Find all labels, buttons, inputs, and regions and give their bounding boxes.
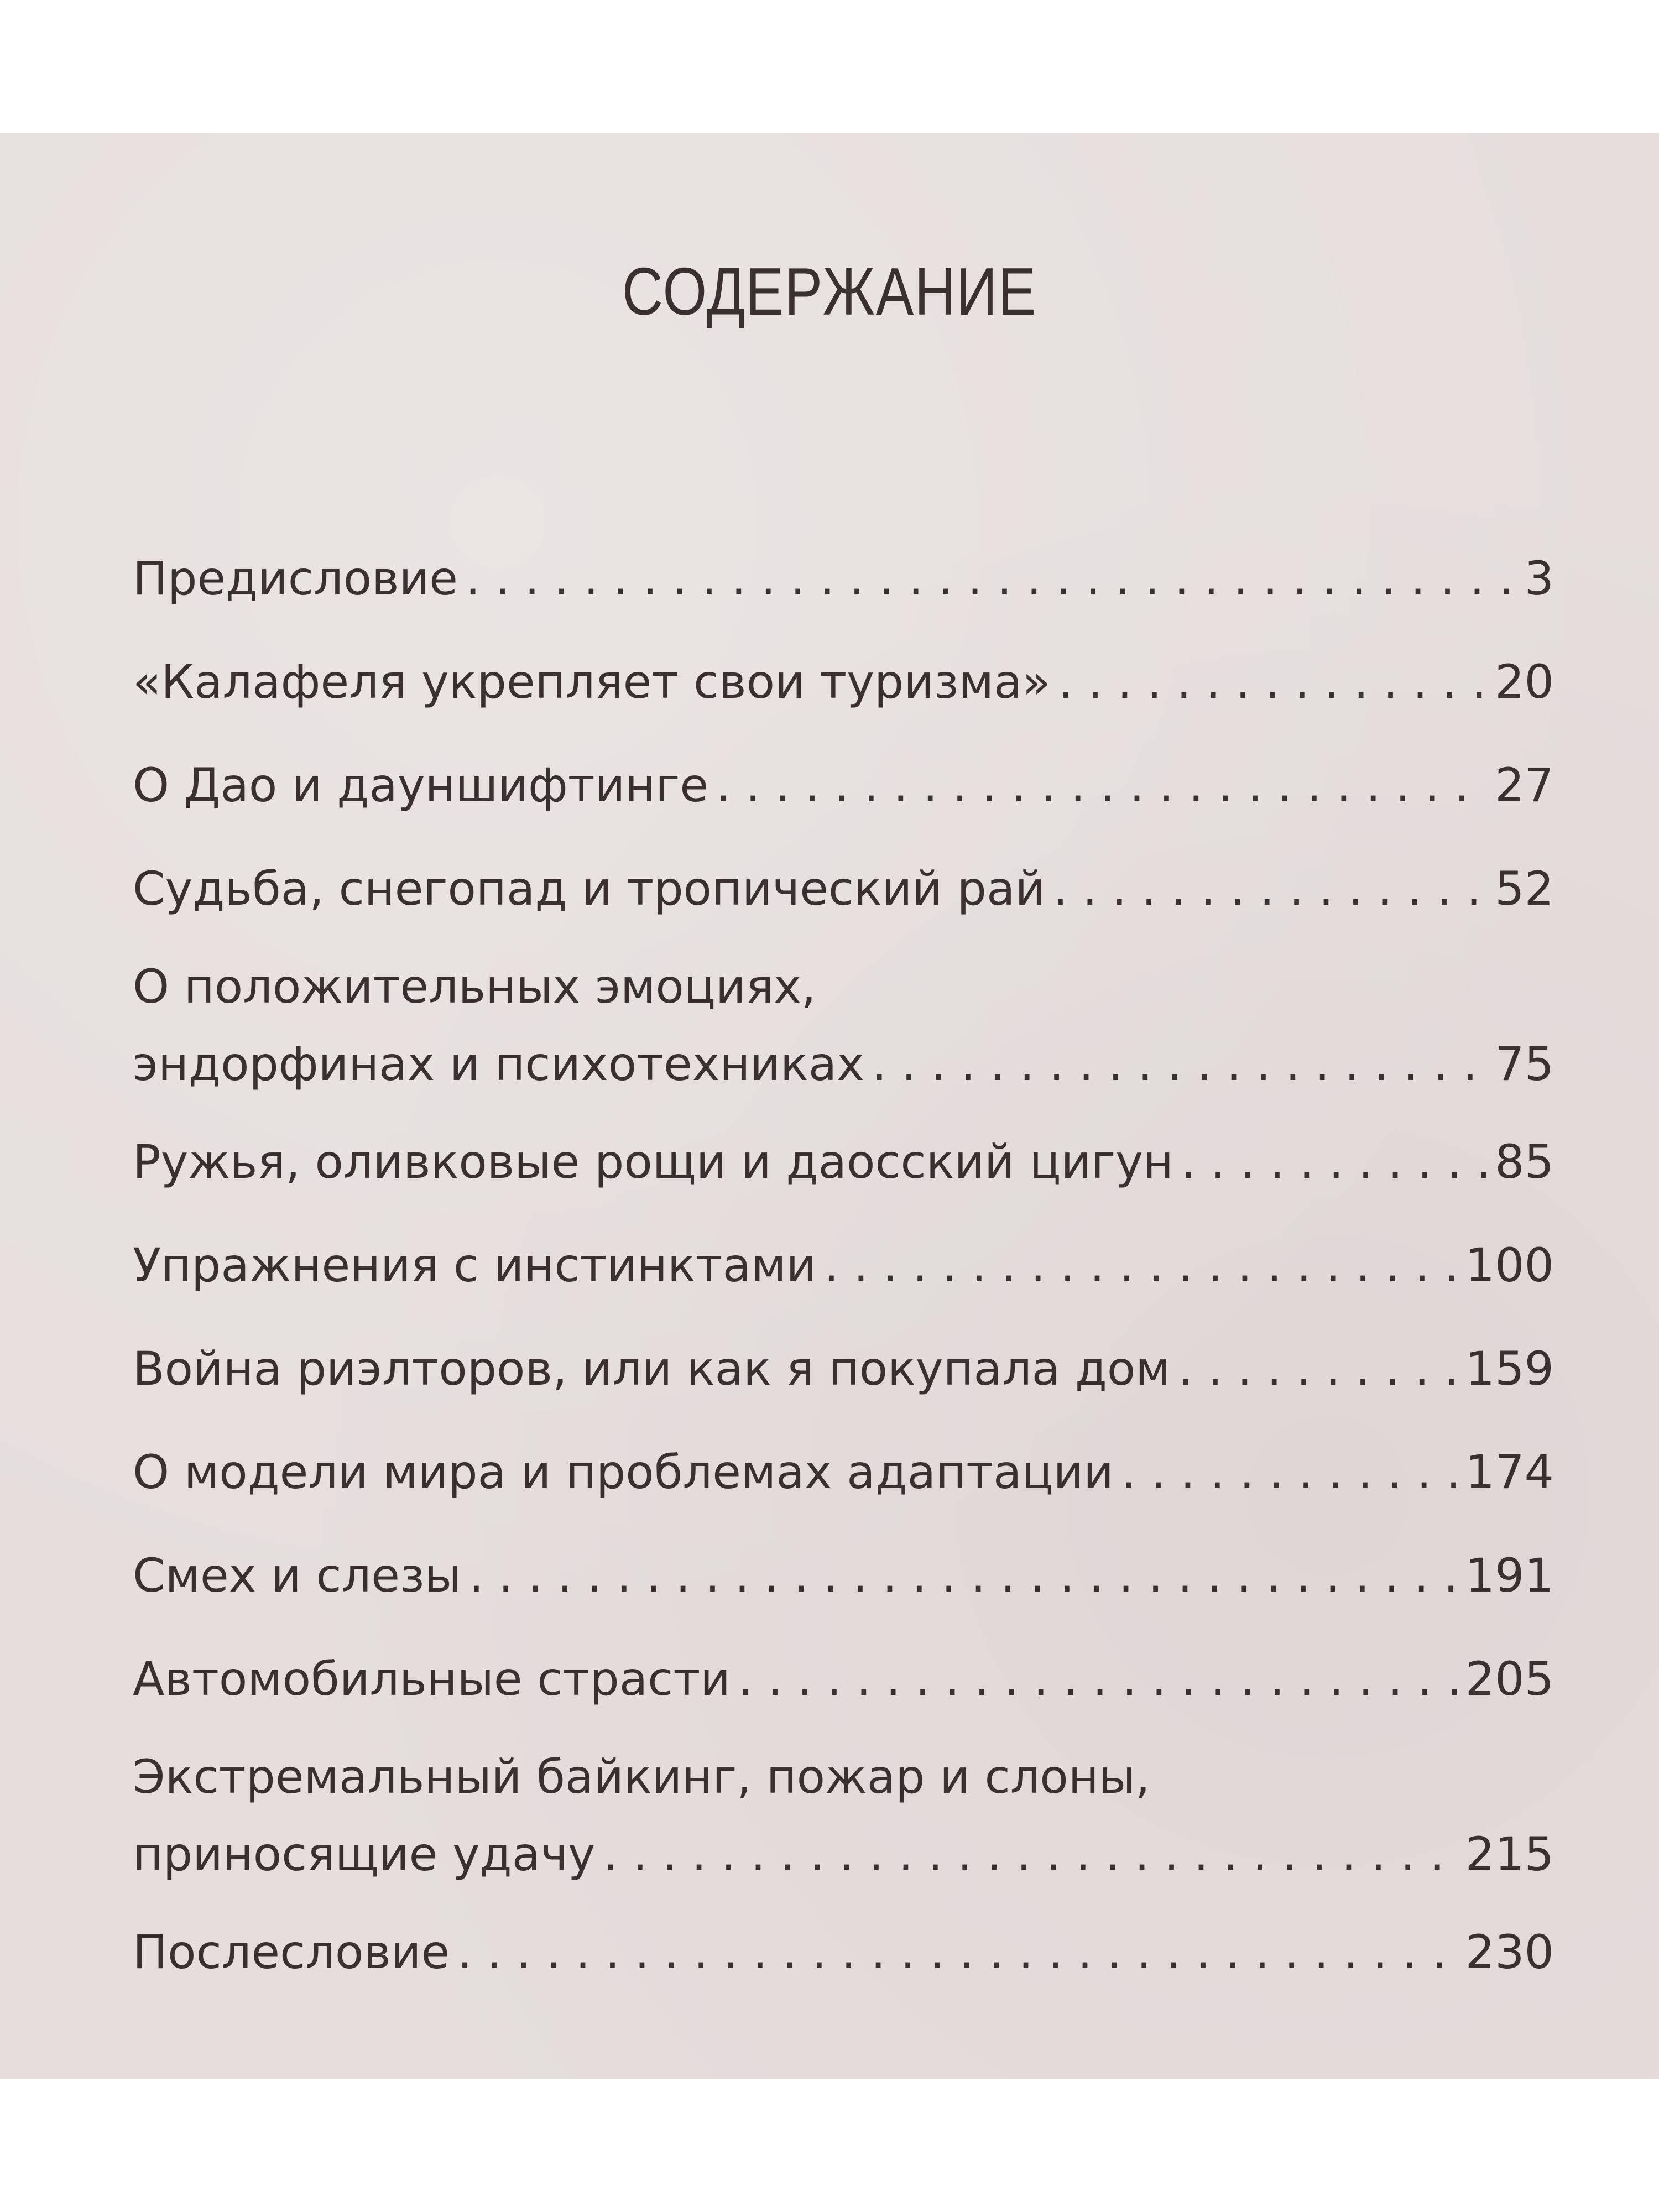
toc-entry — [133, 1428, 1554, 1516]
dot-leader — [1181, 1118, 1487, 1206]
dot-leader — [716, 741, 1487, 830]
toc-entry-title: Судьба, снегопад и тропический рай — [133, 862, 1046, 916]
toc-entry-title-line1: О положительных эмоциях, — [133, 959, 816, 1014]
toc-entry-page-number: 27 — [1495, 758, 1554, 812]
toc-entry-title: Послесловие — [133, 1925, 450, 1979]
toc-entry-title: Предисловие — [133, 551, 458, 606]
toc-entry — [133, 1738, 1554, 1893]
toc-entry-page-number: 215 — [1465, 1827, 1554, 1881]
toc-entry-title: Война риэлторов, или как я покупала дом — [133, 1342, 1171, 1396]
dot-leader — [824, 1221, 1458, 1310]
toc-entry-title: Автомобильные страсти — [133, 1652, 731, 1706]
toc-entry-title: Ружья, оливковые рощи и даосский цигун — [133, 1135, 1173, 1189]
toc-entry — [133, 1118, 1554, 1206]
toc-entry — [133, 534, 1554, 623]
toc-list — [133, 534, 1554, 2011]
dot-leader — [872, 1025, 1487, 1103]
toc-entry — [133, 1635, 1554, 1723]
dot-leader — [738, 1635, 1458, 1723]
toc-entry-title: эндорфинах и психотехниках — [133, 1037, 864, 1091]
toc-entry-page-number: 85 — [1495, 1135, 1554, 1189]
toc-entry-page-number: 3 — [1524, 551, 1554, 606]
toc-entry-title-line1: Экстремальный байкинг, пожар и слоны, — [133, 1750, 1150, 1804]
toc-heading: СОДЕРЖАНИЕ — [622, 254, 1037, 329]
dot-leader — [1121, 1428, 1458, 1516]
dot-leader — [1178, 1324, 1458, 1413]
toc-entry-page-number: 205 — [1465, 1652, 1554, 1706]
toc-entry-title: Смех и слезы — [133, 1548, 461, 1603]
toc-entry-title: Упражнения с инстинктами — [133, 1238, 817, 1292]
toc-entry-title: О модели мира и проблемах адаптации — [133, 1445, 1114, 1499]
toc-entry-title: приносящие удачу — [133, 1827, 596, 1881]
dot-leader — [457, 1908, 1458, 1996]
toc-entry — [133, 1324, 1554, 1413]
dot-leader — [1053, 844, 1487, 933]
toc-entry — [133, 1531, 1554, 1620]
toc-entry-page-number: 75 — [1495, 1037, 1554, 1091]
toc-entry — [133, 1908, 1554, 1996]
toc-entry-title: О Дао и дауншифтинге — [133, 758, 709, 812]
dot-leader — [1058, 638, 1487, 726]
toc-entry-title: «Калафеля укрепляет свои туризма» — [133, 655, 1051, 709]
toc-entry-page-number: 52 — [1495, 862, 1554, 916]
toc-entry-page-number: 159 — [1465, 1342, 1554, 1396]
toc-entry-page-number: 100 — [1465, 1238, 1554, 1292]
toc-entry — [133, 638, 1554, 726]
toc-entry-page-number: 230 — [1465, 1925, 1554, 1979]
toc-entry-page-number: 174 — [1465, 1445, 1554, 1499]
dot-leader — [469, 1531, 1458, 1620]
toc-entry — [133, 948, 1554, 1103]
toc-entry — [133, 741, 1554, 830]
book-page — [0, 133, 1659, 2079]
toc-entry-page-number: 191 — [1465, 1548, 1554, 1603]
dot-leader — [466, 534, 1517, 623]
toc-entry — [133, 1221, 1554, 1310]
toc-entry — [133, 844, 1554, 933]
dot-leader — [603, 1815, 1458, 1893]
toc-entry-page-number: 20 — [1495, 655, 1554, 709]
